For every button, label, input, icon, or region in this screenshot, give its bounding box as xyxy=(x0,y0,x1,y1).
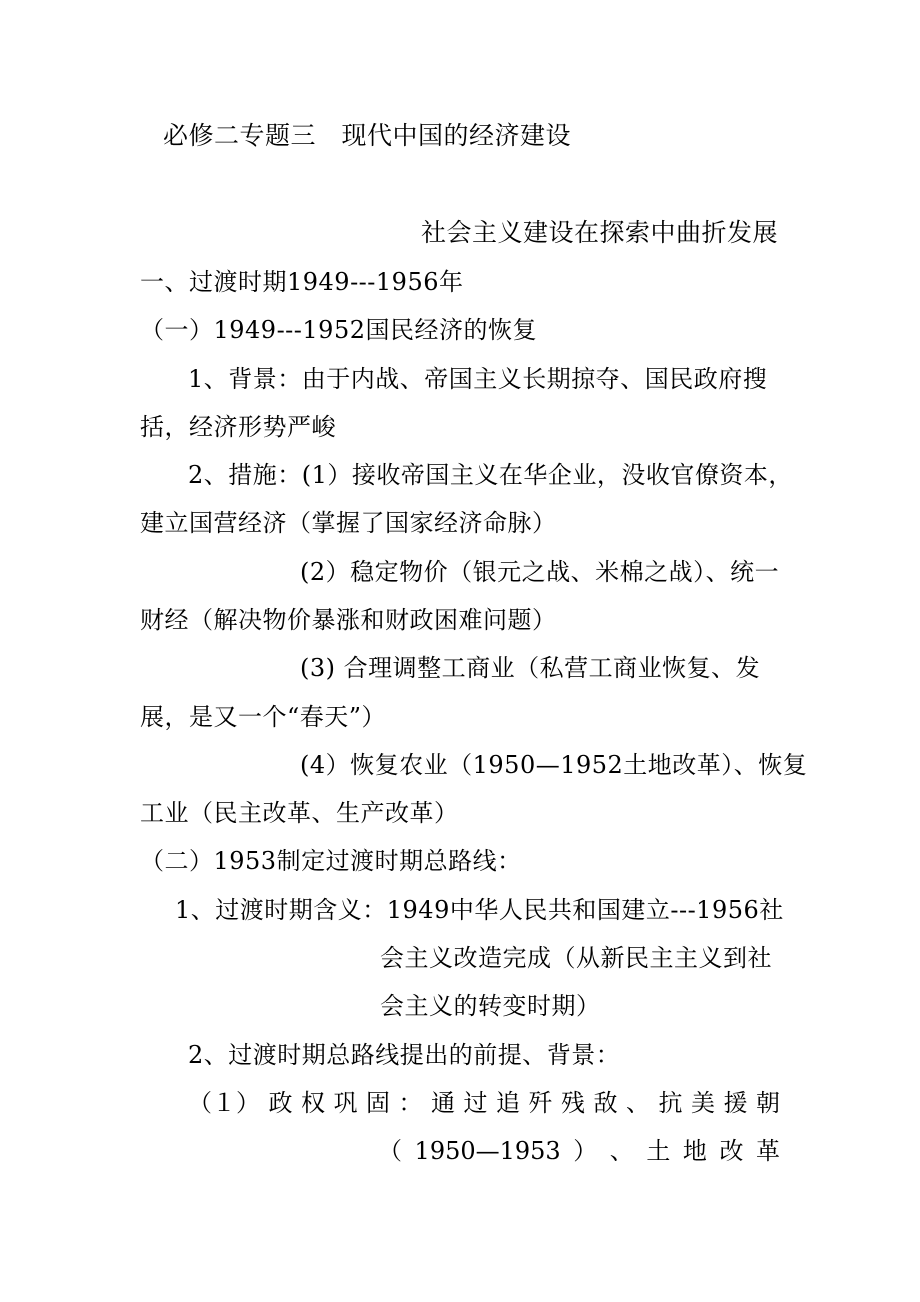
justified-char: ： xyxy=(398,1089,423,1117)
paragraph-line: (2）稳定物价（银元之战、米棉之战）、统一 xyxy=(300,558,780,586)
justified-char: 过 xyxy=(463,1089,488,1117)
justified-char: 、 xyxy=(626,1089,650,1117)
paragraph-line: 财经（解决物价暴涨和财政困难问题） xyxy=(140,606,557,634)
paragraph-line: 建立国营经济（掌握了国家经济命脉） xyxy=(140,509,557,537)
justified-char: ） xyxy=(573,1137,598,1165)
justified-char: （ xyxy=(378,1137,402,1165)
justified-char: 地 xyxy=(682,1137,707,1165)
justified-char: 改 xyxy=(719,1137,744,1165)
paragraph-line: 工业（民主改革、生产改革） xyxy=(140,799,459,827)
paragraph-line: (4）恢复农业（1950—1952土地改革）、恢复 xyxy=(300,751,808,779)
heading-level2: （二）1953制定过渡时期总路线： xyxy=(140,847,522,875)
justified-char: 、 xyxy=(609,1137,634,1165)
justified-char: 敌 xyxy=(593,1089,618,1117)
justified-char: 通 xyxy=(431,1089,455,1117)
justified-char: 土 xyxy=(646,1137,671,1165)
justified-char: 追 xyxy=(496,1089,520,1117)
justified-line xyxy=(188,1088,780,1118)
section-subtitle: 社会主义建设在探索中曲折发展 xyxy=(421,218,779,247)
justified-char: 1950—1953 xyxy=(414,1137,561,1165)
justified-char: 固 xyxy=(366,1089,390,1117)
heading-level1: 一、过渡时期1949---1956年 xyxy=(140,268,464,296)
paragraph-line: 会主义的转变时期） xyxy=(380,992,601,1020)
justified-char: （１） xyxy=(188,1089,260,1117)
justified-char: 残 xyxy=(561,1089,585,1117)
document-title: 必修二专题三 现代中国的经济建设 xyxy=(163,121,572,150)
justified-char: 巩 xyxy=(333,1089,358,1117)
paragraph-line: 括，经济形势严峻 xyxy=(140,413,336,441)
paragraph-line: 会主义改造完成（从新民主主义到社 xyxy=(380,944,772,972)
paragraph-line: 1、背景：由于内战、帝国主义长期掠夺、国民政府搜 xyxy=(188,365,768,393)
justified-char: 抗 xyxy=(658,1089,683,1117)
justified-char: 援 xyxy=(723,1089,748,1117)
heading-level2: （一）1949---1952国民经济的恢复 xyxy=(140,316,537,344)
justified-char: 权 xyxy=(301,1089,325,1117)
paragraph-line: 2、措施：(1）接收帝国主义在华企业，没收官僚资本， xyxy=(188,461,793,489)
justified-char: 美 xyxy=(691,1089,715,1117)
paragraph-line: (3) 合理调整工商业（私营工商业恢复、发 xyxy=(300,654,761,682)
paragraph-line: 展，是又一个“春天”） xyxy=(140,703,387,731)
paragraph-line: 1、过渡时期含义：1949中华人民共和国建立---1956社 xyxy=(175,896,784,924)
paragraph-line: 2、过渡时期总路线提出的前提、背景： xyxy=(188,1041,621,1069)
justified-char: 歼 xyxy=(528,1089,553,1117)
justified-line xyxy=(378,1136,780,1166)
justified-char: 革 xyxy=(755,1137,780,1165)
justified-char: 朝 xyxy=(756,1089,780,1117)
justified-char: 政 xyxy=(268,1089,293,1117)
